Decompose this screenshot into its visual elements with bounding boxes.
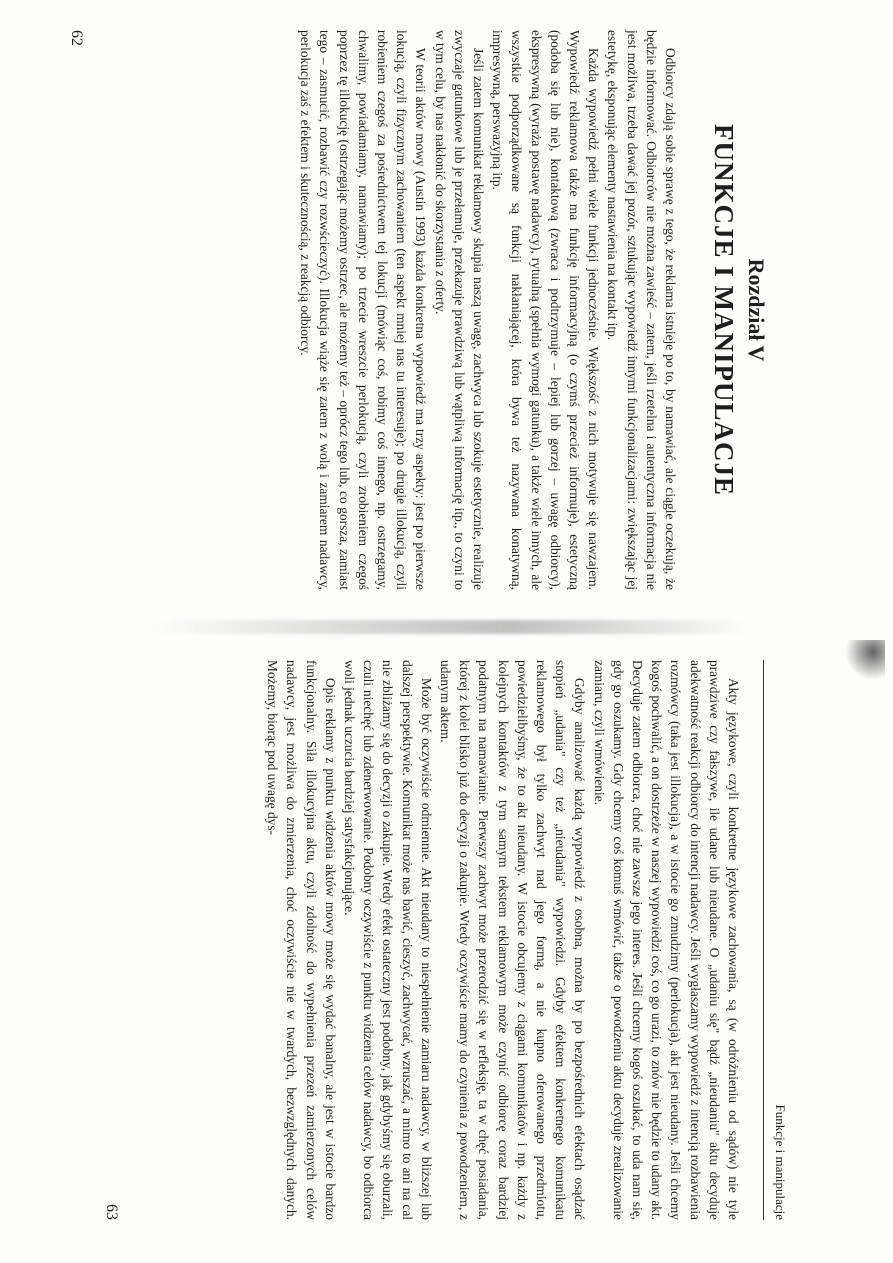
left-page <box>55 30 775 590</box>
paragraph: Opis reklamy z punktu widzenia aktów mowy może się wydać banalny, ale jest w istocie bardzo funkcjonalny. Siła illokucyjna aktu, czyli zdolność do wypełnienia przezeń zamierzonych celów nadawcy, jest możliwa do zmierzenia, choć oczywiście nie w twardych, bezwzględnych danych. Możemy, biorąc pod uwagę dys- <box>265 660 338 1220</box>
page-number: 63 <box>103 1204 120 1220</box>
book-gutter-shadow <box>150 620 750 634</box>
chapter-title: FUNKCJE I MANIPULACJE <box>709 124 739 496</box>
running-head: Funkcje i manipulacje <box>763 660 790 1220</box>
page-number: 62 <box>68 30 85 46</box>
paragraph: Gdyby analizować każdą wypowiedź z osobna, można by po bezpośrednich efektach osądzać stopień „udania" czy też „nieudania" wypowiedzi. Gdyby efektem konkretnego komunikatu reklamowego był tylko zachwyt nad jego formą, a nie kupno oferowanego przedmiotu, powiedzielibyśmy, że to akt nieudany. W istocie obcujemy z ciągami komunikatów i np. każdy z kolejnych kontaktów z tym samym tekstem reklamowym może czynić odbiorcę coraz bardziej podatnym na namawianie. Pierwszy zachwyt może przerodzić się w refleksję, ta w chęć posiadania, której z kolei blisko już do decyzji o zakupie. Wtedy oczywiście mamy do czynienia z powodzeniem, z udanym aktem. <box>437 660 588 1220</box>
right-page <box>70 660 790 1220</box>
paragraph: Każda wypowiedź pełni wiele funkcji jednocześnie. Większość z nich motywuje się nawzajem. Wypowiedź reklamowa także ma funkcję informacyjną (o czymś przecież informuje), estetyczną (podoba się lub nie), kontaktową (zwraca i podtrzymuje – lepiej lub gorzej – uwagę odbiorcy), ekspresywną (wyraża postawę nadawcy), rytualną (spełnia wymogi gatunku), a także wiele innych, ale wszystkie podporządkowane są funkcji nakłaniającej, która bywa też nazywana konatywną, impresywną, perswazyjną itp. <box>490 30 602 590</box>
paragraph: Jeśli zatem komunikat reklamowy skupia naszą uwagę, zachwyca lub szokuje estetycznie, realizuje zwyczaje gatunkowe lub je przełamuje, przekazuje prawdziwą lub wątpliwą informację itp., to czyni to w tym celu, by nas nakłonić do skorzystania z oferty. <box>432 30 486 590</box>
scan-edge-shadow <box>845 640 885 680</box>
chapter-number: Rozdział V <box>744 258 769 362</box>
paragraph: Odbiorcy zdają sobie sprawę z tego, że reklama istnieje po to, by namawiać, ale ciągle oczekują, że będzie informować. Odbiorców nie można zawieść – zatem, jeśli rzetelna i autentyczna informacja nie jest możliwa, trzeba dawać jej pozór, sztukując wypowiedź innymi funkcjonalizacjami: zwiększając jej estetykę, eksponując elementy nastawienia na kontakt itp. <box>605 30 678 590</box>
paragraph: W teorii aktów mowy (Austin 1993) każda konkretna wypowiedź ma trzy aspekty: jest po pierwsze lokucją, czyli fizycznym zachowaniem (ten aspekt mniej nas tu interesuje); po drugie illokucją, czyli robieniem czegoś za pośrednictwem tej lokucji (mówiąc coś, robimy coś innego, np. ostrzegamy, chwalimy, powiadamiamy, namawiamy); po trzecie wreszcie perlokucją, czyli zrobieniem czegoś poprzez tę illokucję (ostrzegając możemy ostrzec, ale możemy też – oprócz tego lub, co gorsza, zamiast tego – zasmucić, rozbawić czy rozwścieczyć). Illokucja wiąże się zatem z wolą i zamiarem nadawcy, perlokucja zaś z efektem i skutecznością, z reakcją odbiorcy. <box>298 30 429 590</box>
paragraph: Może być oczywiście odmiennie. Akt nieudany to niespełnienie zamiaru nadawcy, w bliższej lub dalszej perspektywie. Komunikat może nas bawić, cieszyć, zachwycać, wzruszać, a mimo to ani na cal nie zbliżamy się do decyzji o zakupie. Wtedy efekt ostateczny jest podobny, jak gdybyśmy się oburzali, czuli niechęć lub zdenerwowanie. Podobny oczywiście z punktu widzenia celów nadawcy, bo odbiorca woli jednak uczucia bardziej satysfakcjonujące. <box>341 660 434 1220</box>
paragraph: Akty językowe, czyli konkretne językowe zachowania, są (w odróżnieniu od sądów) nie tyle prawdziwe czy fałszywe, ile udane lub nieudane. O „udaniu się" bądź „nieudaniu" aktu decyduje adekwatność reakcji odbiorcy do intencji nadawcy. Jeśli wygłaszamy wypowiedź z intencją rozbawienia rozmówcy (taka jest illokucja), a w istocie go zmudzimy (perlokucja), akt jest nieudany. Jeśli chcemy kogoś pochwalić, a on dostrzeże w naszej wypowiedzi coś, co go urazi, to znów nie będzie to udany akt. Decyduje zatem odbiorca, choć nie zawsze jego interes. Jeśli chcemy kogoś oszukać, to uda nam się, gdy go oszukamy. Gdy chcemy coś komuś wmówić, także o powodzeniu aktu decyduje zrealizowanie zamiaru, czyli wmówienie. <box>591 660 741 1220</box>
